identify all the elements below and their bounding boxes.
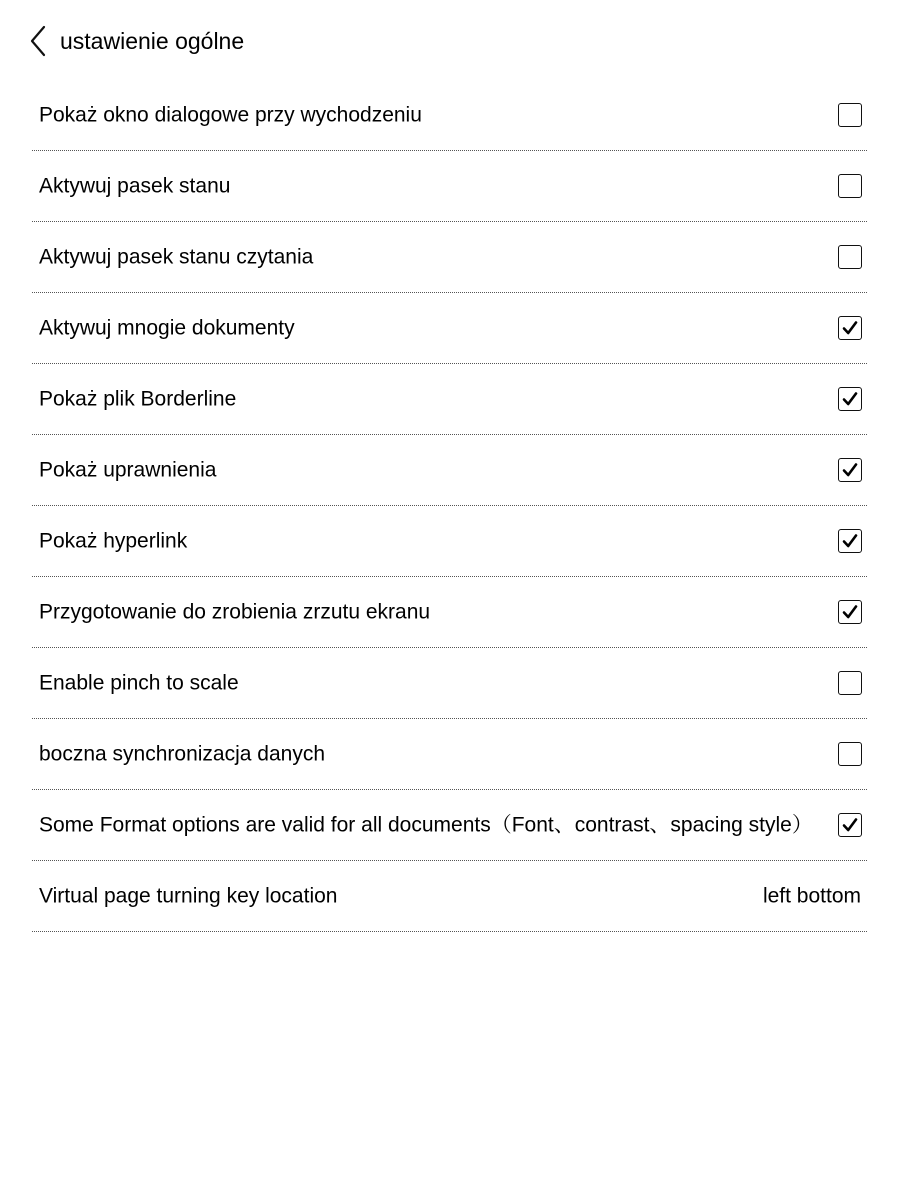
setting-row-global-format[interactable]	[32, 790, 867, 861]
settings-list	[32, 80, 867, 932]
setting-label: boczna synchronizacja danych	[39, 742, 326, 766]
checkbox[interactable]	[838, 387, 862, 411]
checkbox[interactable]	[838, 458, 862, 482]
setting-label: Pokaż hyperlink	[39, 529, 188, 553]
checkmark-icon	[841, 532, 859, 550]
checkmark-icon	[841, 816, 859, 834]
setting-label: Pokaż okno dialogowe przy wychodzeniu	[39, 103, 422, 127]
setting-row-pinch-to-scale[interactable]	[32, 648, 867, 719]
setting-row-show-exit-dialog[interactable]	[32, 80, 867, 151]
checkbox[interactable]	[838, 600, 862, 624]
checkbox[interactable]	[838, 174, 862, 198]
checkmark-icon	[841, 319, 859, 337]
setting-row-hyperlink[interactable]	[32, 506, 867, 577]
setting-label: Pokaż plik Borderline	[39, 387, 237, 411]
setting-label: Virtual page turning key location	[39, 884, 338, 908]
checkbox[interactable]	[838, 245, 862, 269]
checkmark-icon	[841, 603, 859, 621]
checkbox[interactable]	[838, 671, 862, 695]
setting-label: Przygotowanie do zrobienia zrzutu ekranu	[39, 600, 431, 624]
checkbox[interactable]	[838, 529, 862, 553]
setting-row-permissions[interactable]	[32, 435, 867, 506]
checkmark-icon	[841, 390, 859, 408]
checkmark-icon	[841, 461, 859, 479]
page-title: ustawienie ogólne	[60, 28, 245, 54]
setting-row-status-bar[interactable]	[32, 151, 867, 222]
setting-label: Aktywuj pasek stanu czytania	[39, 245, 314, 269]
setting-row-multiple-documents[interactable]	[32, 293, 867, 364]
chevron-left-icon[interactable]	[28, 24, 50, 58]
checkbox[interactable]	[838, 316, 862, 340]
setting-row-page-key-location[interactable]	[32, 861, 867, 932]
setting-label: Enable pinch to scale	[39, 671, 239, 695]
setting-label: Aktywuj mnogie dokumenty	[39, 316, 295, 340]
setting-row-reading-status-bar[interactable]	[32, 222, 867, 293]
checkbox[interactable]	[838, 742, 862, 766]
setting-row-data-sync[interactable]	[32, 719, 867, 790]
setting-row-screenshot-prep[interactable]	[32, 577, 867, 648]
setting-label: Aktywuj pasek stanu	[39, 174, 231, 198]
setting-row-borderline-file[interactable]	[32, 364, 867, 435]
setting-value: left bottom	[762, 884, 861, 908]
checkbox[interactable]	[838, 103, 862, 127]
setting-label: Pokaż uprawnienia	[39, 458, 217, 482]
header-bar	[0, 0, 900, 84]
checkbox[interactable]	[838, 813, 862, 837]
setting-label: Some Format options are valid for all documents（Font、contrast、spacing style）	[39, 813, 813, 837]
